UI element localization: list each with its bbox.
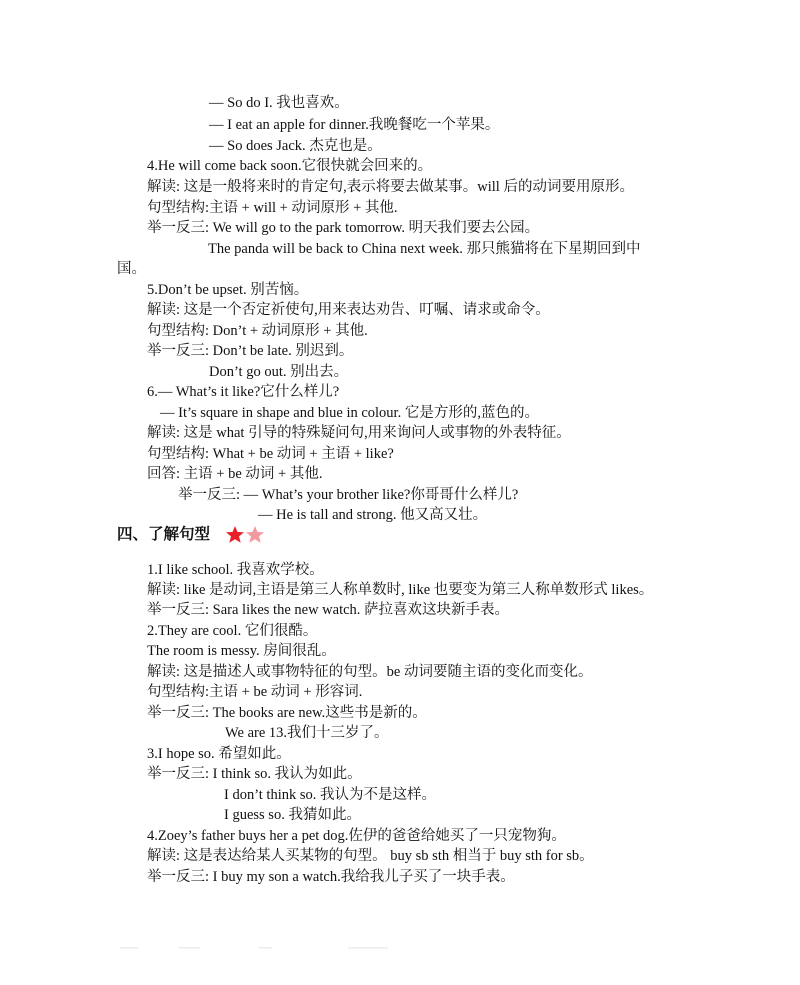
text-line: 句型结构: Don’t + 动词原形 + 其他. <box>147 323 368 339</box>
text-line: 解读: 这是一个否定祈使句,用来表达劝告、叮嘱、请求或命令。 <box>147 302 550 318</box>
star-faded-icon <box>246 526 264 543</box>
text-line: I guess so. 我猜如此。 <box>224 807 361 823</box>
text-line: I don’t think so. 我认为不是这样。 <box>224 787 436 803</box>
faint-footer-marks <box>118 945 418 951</box>
text-line: 举一反三: — What’s your brother like?你哥哥什么样儿? <box>178 487 519 503</box>
text-line: 举一反三: We will go to the park tomorrow. 明天我们要去公园。 <box>147 220 540 236</box>
text-line: 举一反三: Sara likes the new watch. 萨拉喜欢这块新手表。 <box>147 602 510 618</box>
text-line: — So does Jack. 杰克也是。 <box>209 138 382 154</box>
text-line: 4.Zoey’s father buys her a pet dog.佐伊的爸爸给她买了一只宠物狗。 <box>147 828 566 844</box>
text-line: 2.They are cool. 它们很酷。 <box>147 623 318 639</box>
text-line: 国。 <box>117 261 146 277</box>
text-line: 解读: 这是 what 引导的特殊疑问句,用来询问人或事物的外表特征。 <box>147 425 571 441</box>
text-line: 举一反三: I buy my son a watch.我给我儿子买了一块手表。 <box>147 869 515 885</box>
text-line: Don’t go out. 别出去。 <box>209 364 349 380</box>
text-line: — I eat an apple for dinner.我晚餐吃一个苹果。 <box>209 117 500 133</box>
text-line: 1.I like school. 我喜欢学校。 <box>147 562 324 578</box>
section-heading: 四、了解句型 <box>117 525 211 543</box>
text-line: 解读: 这是表达给某人买某物的句型。 buy sb sth 相当于 buy sth for sb。 <box>147 848 594 864</box>
text-line: 句型结构: What + be 动词 + 主语 + like? <box>147 446 394 462</box>
text-line: We are 13.我们十三岁了。 <box>225 725 389 741</box>
text-line: 举一反三: Don’t be late. 别迟到。 <box>147 343 354 359</box>
text-line: 6.— What’s it like?它什么样儿? <box>147 384 340 400</box>
text-line: 解读: 这是一般将来时的肯定句,表示将要去做某事。will 后的动词要用原形。 <box>147 179 634 195</box>
text-line: 句型结构:主语 + be 动词 + 形容词. <box>147 684 363 700</box>
difficulty-stars <box>224 524 270 546</box>
text-line: 5.Don’t be upset. 别苦恼。 <box>147 282 309 298</box>
text-line: 3.I hope so. 希望如此。 <box>147 746 291 762</box>
text-line: 解读: 这是描述人或事物特征的句型。be 动词要随主语的变化而变化。 <box>147 664 593 680</box>
text-line: 举一反三: The books are new.这些书是新的。 <box>147 705 427 721</box>
text-line: The panda will be back to China next week. 那只熊猫将在下星期回到中 <box>208 241 641 257</box>
text-line: — So do I. 我也喜欢。 <box>209 95 349 111</box>
text-line: 举一反三: I think so. 我认为如此。 <box>147 766 362 782</box>
text-line: The room is messy. 房间很乱。 <box>147 643 336 659</box>
text-line: — He is tall and strong. 他又高又壮。 <box>258 507 488 523</box>
star-filled-icon <box>226 526 244 543</box>
text-line: 4.He will come back soon.它很快就会回来的。 <box>147 158 433 174</box>
text-line: — It’s square in shape and blue in colour. 它是方形的,蓝色的。 <box>160 405 539 421</box>
text-line: 解读: like 是动词,主语是第三人称单数时, like 也要变为第三人称单数形式 likes。 <box>147 582 654 598</box>
text-line: 句型结构:主语 + will + 动词原形 + 其他. <box>147 200 398 216</box>
text-line: 回答: 主语 + be 动词 + 其他. <box>147 466 323 482</box>
